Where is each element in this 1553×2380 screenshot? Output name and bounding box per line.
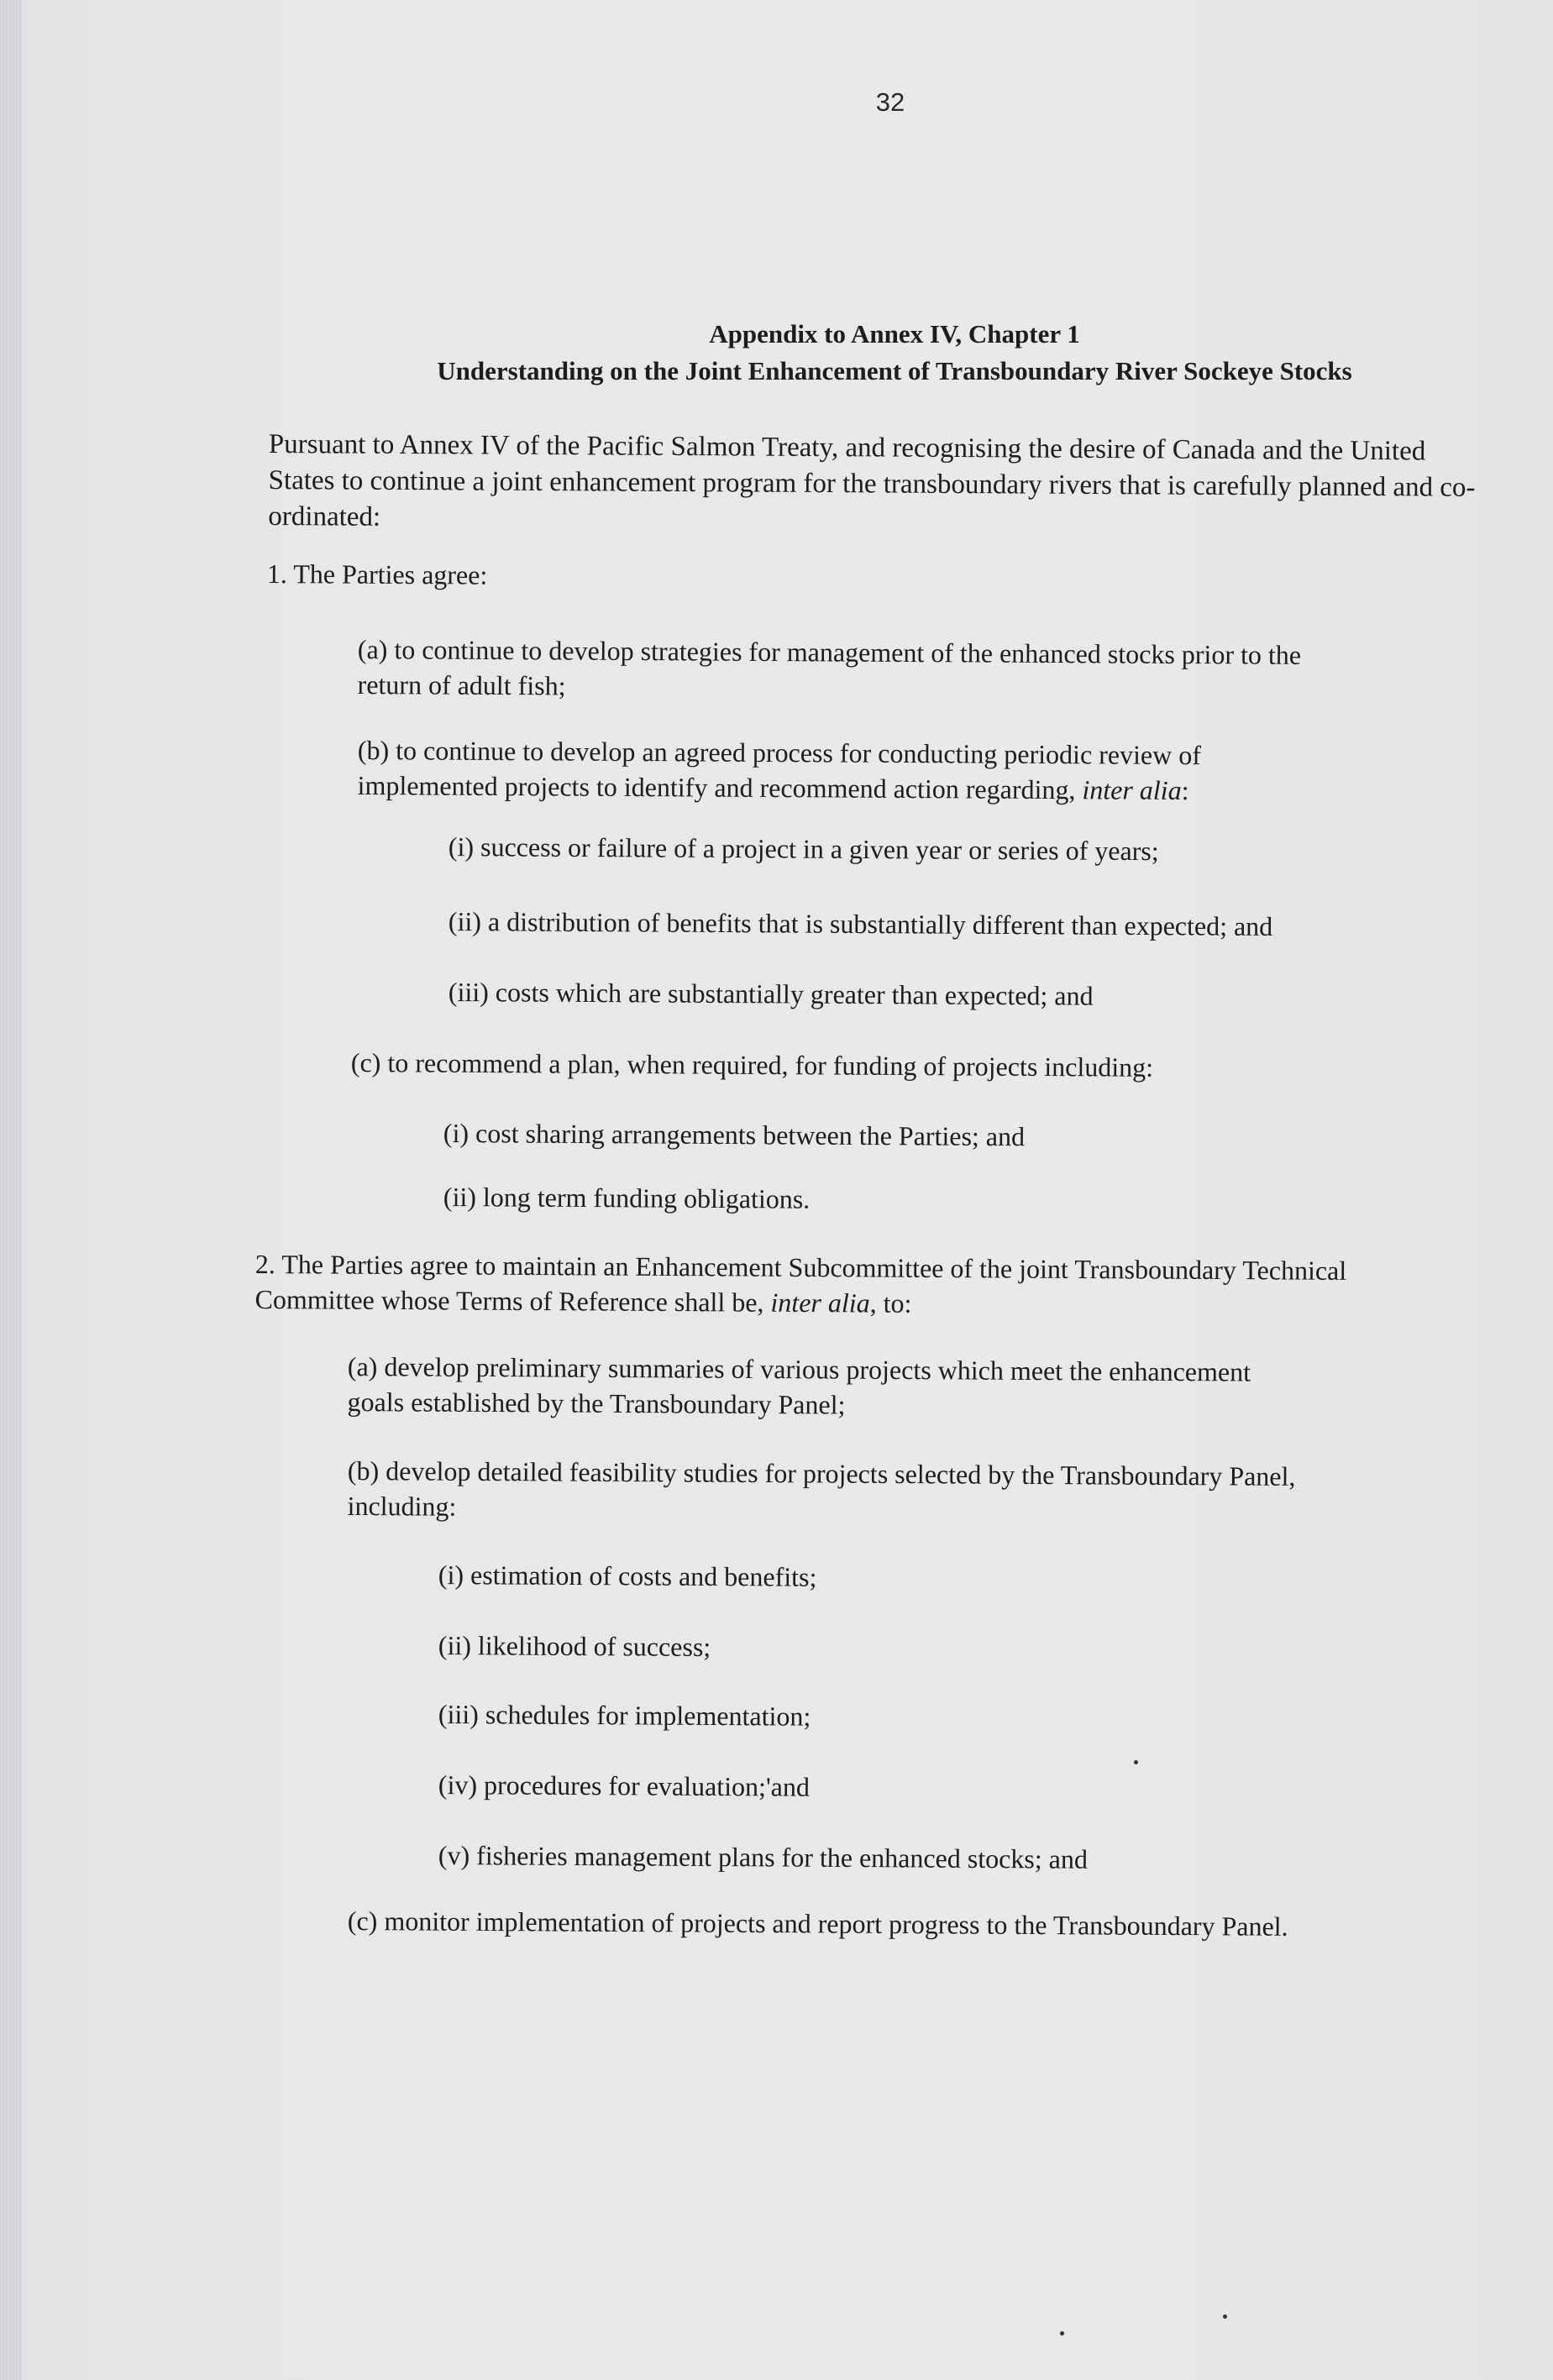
section-2-label bbox=[254, 1246, 1464, 1324]
section-1-item-c-ii: (ii) long term funding obligations. bbox=[443, 1182, 811, 1214]
section-1-item-b-ii: (ii) a distribution of benefits that is substantially different than expected; and bbox=[448, 906, 1273, 941]
page-number: 32 bbox=[875, 87, 905, 117]
section-2-item-b-iii: (iii) schedules for implementation; bbox=[438, 1699, 811, 1732]
section-1-item-b bbox=[357, 732, 1306, 809]
preamble-paragraph: Pursuant to Annex IV of the Pacific Salmon Treaty, and recognising the desire of Canada and the United States to continue a joint enhancement program for the transboundary rivers that is carefully planned and co-ordinated: bbox=[268, 428, 1476, 532]
section-2-item-b-ii: (ii) likelihood of success; bbox=[438, 1630, 711, 1662]
understanding-title: Understanding on the Joint Enhancement of Transboundary River Sockeye Stocks bbox=[437, 356, 1352, 385]
section-1-item-b-italic: inter alia bbox=[1082, 774, 1182, 805]
section-1-label: 1. The Parties agree: bbox=[266, 558, 488, 590]
section-2-item-b-iv: (iv) procedures for evaluation;'and bbox=[438, 1769, 811, 1802]
scan-speck bbox=[1060, 2331, 1064, 2335]
section-1-item-a: (a) to continue to develop strategies for management of the enhanced stocks prior to the return of adult fish; bbox=[357, 633, 1302, 701]
section-2-item-b-i: (i) estimation of costs and benefits; bbox=[438, 1560, 817, 1592]
scan-speck bbox=[1223, 2314, 1227, 2319]
section-1-item-c: (c) to recommend a plan, when required, for funding of projects including: bbox=[350, 1047, 1154, 1083]
scan-speck bbox=[1134, 1760, 1138, 1764]
section-2-item-c: (c) monitor implementation of projects and report progress to the Transboundary Panel. bbox=[347, 1906, 1288, 1942]
section-1-item-b-i: (i) success or failure of a project in a given year or series of years; bbox=[448, 831, 1159, 867]
section-2-item-a: (a) develop preliminary summaries of various projects which meet the enhancement goals established by the Transboundary Panel; bbox=[347, 1351, 1251, 1420]
section-2-label-end: , to: bbox=[869, 1287, 912, 1318]
section-1-item-b-iii: (iii) costs which are substantially greater than expected; and bbox=[448, 977, 1094, 1011]
section-1-item-c-i: (i) cost sharing arrangements between the Parties; and bbox=[443, 1118, 1026, 1152]
section-1-item-b-text: (b) to continue to develop an agreed process for conducting periodic review of implemented projects to identify and recommend action regarding, bbox=[357, 734, 1202, 805]
appendix-title: Appendix to Annex IV, Chapter 1 bbox=[709, 319, 1080, 349]
section-2-label-italic: inter alia bbox=[770, 1287, 870, 1318]
section-1-item-b-end: : bbox=[1181, 774, 1189, 806]
section-2-item-b-v: (v) fisheries management plans for the enhanced stocks; and bbox=[438, 1840, 1089, 1874]
section-2-item-b: (b) develop detailed feasibility studies for projects selected by the Transboundary Panel, including: bbox=[347, 1455, 1296, 1522]
section-2-label-text: 2. The Parties agree to maintain an Enhancement Subcommittee of the joint Transboundary Technical Committee whose Terms of Reference shall be, bbox=[254, 1249, 1347, 1318]
